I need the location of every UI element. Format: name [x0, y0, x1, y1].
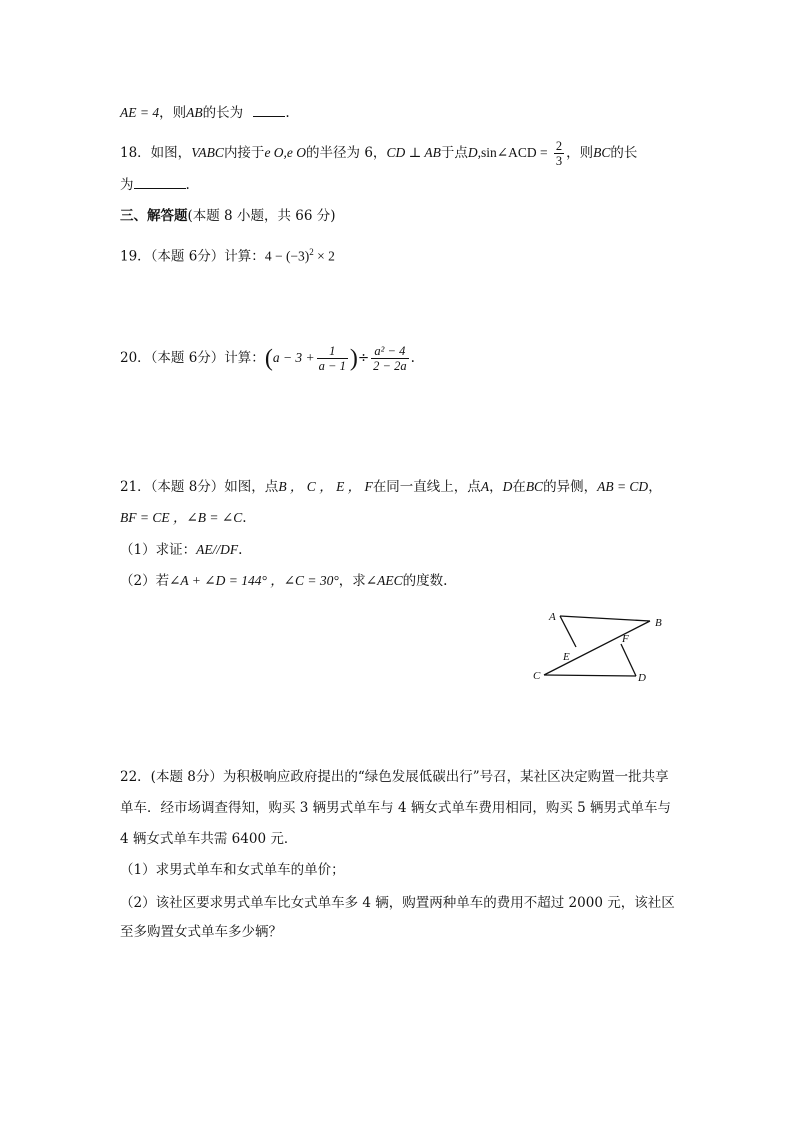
q21-part1: （1）求证：AE//DF.: [120, 542, 243, 558]
fraction-quadratic: $\frac{\text{a² − 4}}{2 - 2a}$: [373, 344, 407, 373]
q22-line2: 单车．经市场调查得知，购买 3 辆男式单车与 4 辆女式单车费用相同，购买 5 辆男式单车与: [120, 800, 672, 816]
q21-part2: （2）若∠A + ∠D = 144° ，∠C = 30°，求∠AEC的度数.: [120, 573, 448, 589]
q19: 19．（本题 6分）计算：$4 - (-3)^2 \times 2$: [120, 247, 335, 265]
segment-ab: [560, 616, 650, 621]
segment-cb: [544, 621, 650, 675]
q22-part2: （2）该社区要求男式单车比女式单车多 4 辆，购置两种单车的费用不超过 2000 元，该社区: [120, 895, 675, 911]
label-d: D: [638, 672, 646, 684]
q21-line1: 21．（本题 8分）如图，点B ， C ， E ， F在同一直线上，点A，D在BC的异侧，AB = CD，: [120, 479, 662, 495]
fraction-two-thirds: $\frac{2}{3}$: [555, 139, 563, 168]
label-c: C: [533, 670, 541, 682]
q21-line2: BF = CE ，∠B = ∠C.: [120, 510, 247, 526]
q22-part1: （1）求男式单车和女式单车的单价；: [120, 862, 345, 878]
q20: 20．（本题 6分）计算：(a − 3 + $\frac{1}{a - 1}$ )÷ $\frac{\text{a² − 4}}{2 - 2a}$ .: [120, 344, 415, 373]
segment-cd: [544, 675, 636, 676]
label-e: E: [563, 651, 570, 663]
q22-line1: 22．(本题 8分）为积极响应政府提出的“绿色发展低碳出行”号召，某社区决定购置一批共享: [120, 769, 669, 785]
q17-tail: AE = 4，则AB的长为 .: [120, 105, 290, 121]
segment-fd: [621, 644, 636, 676]
segment-ae: [560, 616, 576, 647]
q18-line1: 18．如图，VABC内接于e O,e O的半径为 6，CD ⊥ AB于点D,sin∠ACD = $\frac{2}{3}$ ，则BC的长: [120, 139, 638, 168]
q22-line3: 4 辆女式单车共需 6400 元．: [120, 831, 298, 847]
q18-line2: 为 .: [120, 177, 190, 193]
geometry-figure: [525, 605, 675, 690]
label-b: B: [655, 617, 662, 629]
fraction-one-over: $\frac{1}{a - 1}$: [318, 344, 346, 373]
q22-part2-cont: 至多购置女式单车多少辆？: [120, 924, 282, 940]
label-a: A: [549, 611, 556, 623]
answer-blank: [134, 188, 186, 189]
q17-expr: AE = 4: [120, 105, 160, 120]
label-f: F: [622, 633, 629, 645]
section-heading: 三、解答题(本题 8 小题，共 66 分): [120, 208, 336, 224]
answer-blank: [253, 116, 285, 117]
